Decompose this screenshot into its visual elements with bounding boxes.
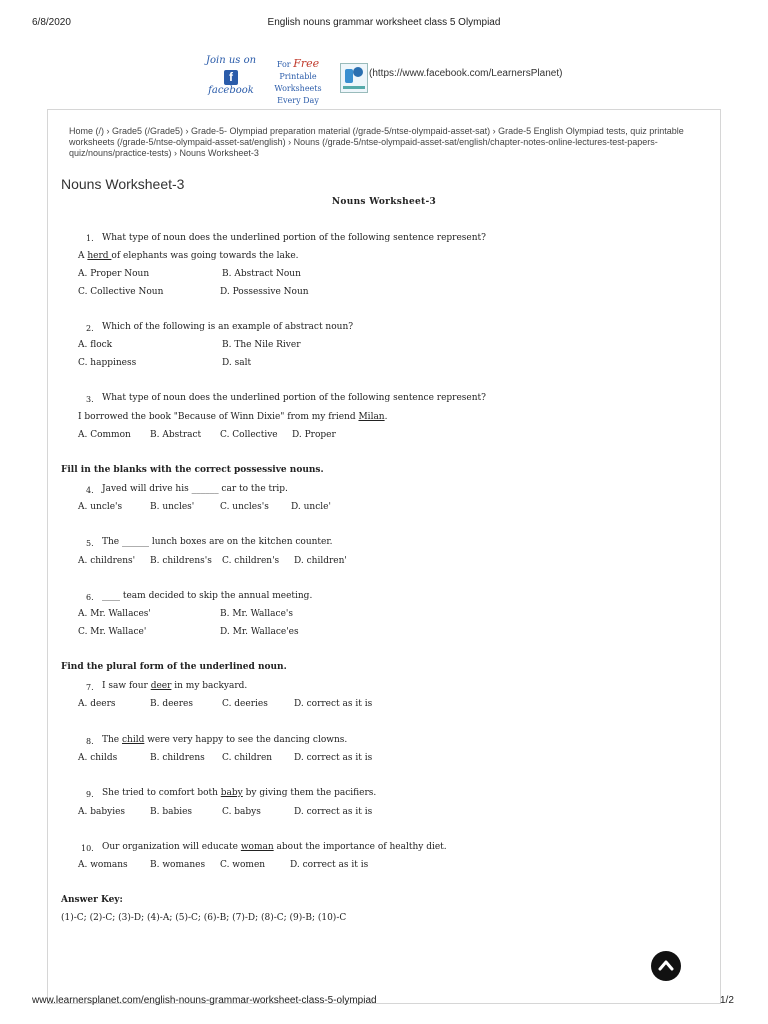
question-text: What type of noun does the underlined portion of the following sentence represent?: [102, 393, 486, 403]
option: D. Possessive Noun: [220, 287, 309, 297]
underlined-word: baby: [220, 788, 243, 798]
option: A. childs: [78, 753, 118, 763]
sentence-text: A: [78, 251, 88, 261]
for-text: For: [276, 60, 291, 69]
content-panel: [47, 109, 721, 1004]
facebook-text: facebook: [208, 85, 254, 96]
question-text: [102, 735, 347, 745]
option: A. deers: [78, 699, 116, 709]
learners-planet-logo: [340, 63, 368, 93]
question-number: 4.: [86, 486, 94, 495]
sentence-text: Our organization will educate: [102, 842, 241, 852]
print-date: 6/8/2020: [32, 17, 71, 28]
question-text: What type of noun does the underlined portion of the following sentence represent?: [102, 233, 486, 243]
section-heading-plural: Find the plural form of the underlined noun.: [61, 662, 287, 672]
option: D. correct as it is: [294, 699, 373, 709]
option: B. childrens: [150, 753, 205, 763]
option: A. childrens': [78, 556, 136, 566]
footer-page-number: 1/2: [720, 995, 734, 1006]
option: C. happiness: [78, 358, 137, 368]
question-text: [102, 681, 247, 691]
underlined-word: woman: [240, 842, 274, 852]
option: B. womanes: [150, 860, 206, 870]
facebook-url-link[interactable]: (https://www.facebook.com/LearnersPlanet): [369, 68, 563, 79]
sentence-text: The: [102, 735, 122, 745]
chevron-up-icon: [657, 957, 675, 975]
option: B. babies: [150, 807, 193, 817]
option: D. children': [294, 556, 347, 566]
option: A. Proper Noun: [78, 269, 150, 279]
option: A. womans: [78, 860, 128, 870]
option: B. Abstract Noun: [222, 269, 301, 279]
option: A. Mr. Wallaces': [78, 609, 151, 619]
sentence-text: were very happy to see the dancing clowns.: [144, 735, 348, 745]
sentence-text: by giving them the pacifiers.: [242, 788, 377, 798]
sentence-text: I borrowed the book "Because of Winn Dixie" from my friend: [78, 412, 359, 422]
footer-url: www.learnersplanet.com/english-nouns-grammar-worksheet-class-5-olympiad: [32, 995, 377, 1006]
option: C. children: [222, 753, 273, 763]
sentence-text: I saw four: [102, 681, 151, 691]
option: B. uncles': [150, 502, 195, 512]
free-text: Free: [293, 57, 320, 70]
print-title: English nouns grammar worksheet class 5 Olympiad: [267, 17, 501, 28]
question-number: 3.: [86, 395, 94, 404]
question-number: 2.: [86, 324, 94, 333]
sentence-text: about the importance of healthy diet.: [273, 842, 447, 852]
join-us-on-text: Join us on: [205, 55, 257, 66]
page-title: Nouns Worksheet-3: [61, 176, 185, 192]
question-number: 9.: [86, 790, 94, 799]
facebook-banner[interactable]: [205, 55, 615, 105]
facebook-join-badge[interactable]: [205, 55, 257, 97]
underlined-word: herd: [87, 251, 112, 261]
option: C. Mr. Wallace': [78, 627, 147, 637]
option: D. correct as it is: [290, 860, 369, 870]
scroll-to-top-button[interactable]: [651, 951, 681, 981]
option: C. women: [220, 860, 266, 870]
every-day-text: Every Day: [277, 96, 319, 105]
question-number: 1.: [86, 234, 94, 243]
option: D. salt: [222, 358, 252, 368]
option: C. Collective Noun: [78, 287, 164, 297]
option: D. Mr. Wallace'es: [220, 627, 299, 637]
option: B. Mr. Wallace's: [220, 609, 294, 619]
question-text: Which of the following is an example of abstract noun?: [102, 322, 354, 332]
option: A. uncle's: [78, 502, 123, 512]
option: B. Abstract: [150, 430, 202, 440]
option: C. uncles's: [220, 502, 269, 512]
section-heading-possessive: Fill in the blanks with the correct possessive nouns.: [61, 465, 324, 475]
underlined-word: Milan: [358, 412, 385, 422]
sentence-text: She tried to comfort both: [102, 788, 221, 798]
question-text: ____ team decided to skip the annual meeting.: [102, 591, 313, 601]
option: B. childrens's: [150, 556, 212, 566]
answer-key-heading: Answer Key:: [61, 895, 123, 905]
question-number: 7.: [86, 683, 94, 692]
sentence-text: of elephants was going towards the lake.: [111, 251, 299, 261]
option: C. babys: [222, 807, 261, 817]
question-text: [102, 842, 447, 852]
question-number: 5.: [86, 539, 94, 548]
facebook-logo-icon: f: [224, 70, 238, 85]
option: C. Collective: [220, 430, 278, 440]
option: C. children's: [222, 556, 280, 566]
question-sentence: [78, 251, 299, 261]
option: A. Common: [78, 430, 131, 440]
option: B. The Nile River: [222, 340, 301, 350]
printable-worksheets-text: Printable Worksheets: [274, 72, 322, 93]
underlined-word: deer: [150, 681, 172, 691]
sentence-text: .: [384, 412, 388, 422]
option: B. deeres: [150, 699, 193, 709]
worksheet-title: Nouns Worksheet-3: [331, 197, 437, 207]
option: D. uncle': [291, 502, 331, 512]
question-sentence: [78, 412, 387, 422]
answer-key-text: (1)-C; (2)-C; (3)-D; (4)-A; (5)-C; (6)-B; (7)-D; (8)-C; (9)-B; (10)-C: [61, 913, 347, 923]
option: D. Proper: [292, 430, 336, 440]
sentence-text: in my backyard.: [171, 681, 248, 691]
option: A. babyies: [78, 807, 126, 817]
question-text: Javed will drive his ______ car to the trip.: [102, 484, 288, 494]
option: A. flock: [78, 340, 113, 350]
option: D. correct as it is: [294, 807, 373, 817]
option: C. deeries: [222, 699, 268, 709]
question-text: The ______ lunch boxes are on the kitchen counter.: [102, 537, 333, 547]
free-worksheets-text: [255, 58, 341, 107]
question-number: 6.: [86, 593, 94, 602]
question-number: 8.: [86, 737, 94, 746]
question-number: 10.: [81, 844, 94, 853]
question-text: [102, 788, 376, 798]
breadcrumb[interactable]: Home (/) › Grade5 (/Grade5) › Grade-5- Olympiad preparation material (/grade-5/ntse-olympaid-asset-sat) › Grade-5 English Olympiad tests, quiz printable worksheets (/grade-5/ntse-olympaid-asset-sat/english) › Nouns (/grade-5/ntse-olympaid-asset-sat/english/chapter-notes-online-lectures-test-papers-quiz/nouns/practice-tests) › Nouns Worksheet-3: [69, 126, 684, 158]
underlined-word: child: [122, 735, 145, 745]
option: D. correct as it is: [294, 753, 373, 763]
